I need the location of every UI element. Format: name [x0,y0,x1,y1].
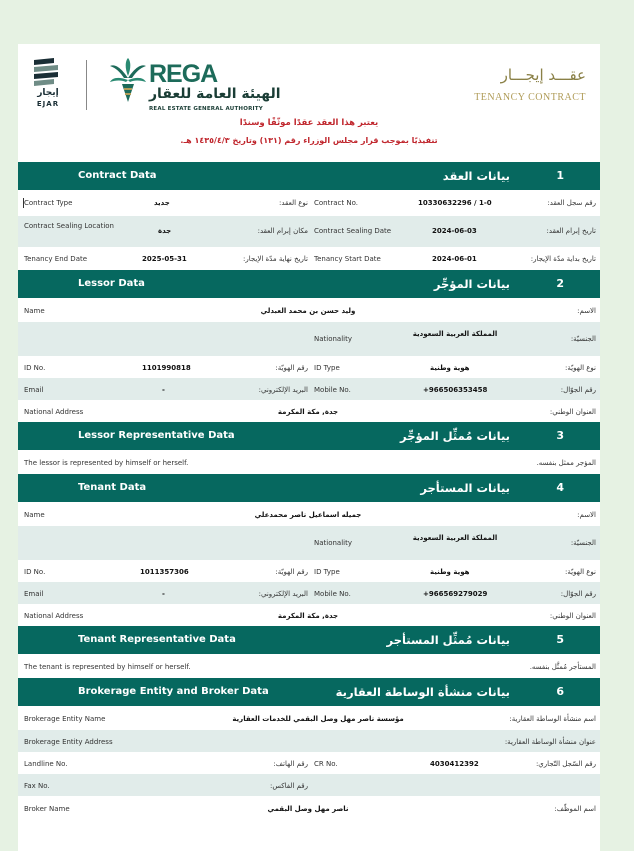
section-title-en: Lessor Data [78,278,145,289]
label-ar: نوع الهويّة: [565,568,596,576]
contract-title-en: TENANCY CONTRACT [474,92,586,103]
label-en: Contract Sealing Location [24,222,114,230]
section-title-en: Contract Data [78,170,157,181]
lessor-row-nationality [18,322,600,356]
brokerage-row-broker [18,796,600,820]
label-en: ID Type [314,364,340,372]
section-title-en: Tenant Data [78,482,147,493]
label-ar: الجنسيّة: [570,539,596,547]
lessor-id-type-value: هوية وطنية [430,364,470,372]
label-ar: رقم السّجل التّجاري: [535,760,596,768]
contract-row-tenancy-dates [18,247,600,270]
label-en: Name [24,511,45,519]
lessor-rep-text-en: The lessor is represented by himself or herself. [24,459,189,467]
lessor-row-contact [18,378,600,400]
label-en: ID Type [314,568,340,576]
tenant-id-type-value: هوية وطنية [430,568,470,576]
label-ar: الاسم: [577,511,596,519]
rega-palm-icon [110,58,146,108]
rega-wordmark: REGA [149,60,218,88]
label-ar: نوع الهويّة: [565,364,596,372]
section-number: 1 [556,169,564,182]
contract-number-value: 10330632296 / 1-0 [418,199,492,207]
label-ar: رقم الهاتف: [273,760,308,768]
brokerage-row-name [18,706,600,730]
section-title-ar: بيانات العقد [442,169,510,183]
brokerage-name-value: مؤسسة ناصر مهل وصل البقمي للخدمات العقارية [232,715,404,723]
cr-number-value: 4030412392 [430,760,479,768]
tenant-rep-row [18,654,600,678]
section-title-ar: بيانات المستأجر [420,481,510,495]
label-ar: تاريخ إبرام العقد: [546,227,596,235]
tenant-row-nationality [18,526,600,560]
lessor-row-id [18,356,600,378]
label-en: Contract No. [314,199,358,207]
label-en: Nationality [314,539,353,547]
label-ar: اسم منشأة الوساطة العقارية: [509,715,596,723]
section-title-en: Brokerage Entity and Broker Data [78,686,269,697]
tenant-address-value: جدة, مكة المكرمة [277,612,339,620]
section-number: 4 [556,481,564,494]
lessor-id-value: 1101990818 [142,364,191,372]
section-header-contract [18,162,600,190]
label-ar: الاسم: [577,307,596,315]
sealing-date-value: 2024-06-03 [432,227,477,235]
section-title-en: Lessor Representative Data [78,430,235,441]
section-header-tenant [18,474,600,502]
ejar-arabic-text: إيجار [37,88,59,98]
tenant-rep-text-ar: المستأجر مُمثَّل بنفسه. [529,663,596,671]
lessor-row-name [18,298,600,322]
label-ar: الجنسيّة: [570,335,596,343]
label-en: Contract Type [24,199,73,207]
label-ar: رقم سجل العقد: [547,199,596,207]
tenant-id-value: 1011357306 [140,568,189,576]
label-ar: تاريخ بداية مدّة الإيجار: [530,255,596,263]
label-en: National Address [24,612,84,620]
section-title-ar: بيانات مُمثِّل المؤجِّر [400,429,510,443]
text-cursor [23,198,24,208]
tenant-name-value: جميله اسماعيل ناصر محمدعلي [254,511,362,519]
section-title-ar: بيانات مُمثِّل المستأجر [386,633,510,647]
label-ar: اسم الموظّف: [554,805,596,813]
lessor-rep-text-ar: المؤجر ممثل بنفسه. [536,459,596,467]
label-en: CR No. [314,760,338,768]
label-ar: العنوان الوطني: [549,612,596,620]
label-ar: عنوان منشأة الوساطة العقارية: [504,738,596,746]
label-ar: رقم الجوّال: [560,386,596,394]
lessor-address-value: جدة, مكة المكرمة [277,408,339,416]
label-en: Name [24,307,45,315]
lessor-nationality-value: المملكة العربية السعودية [412,330,498,338]
label-ar: البريد الإلكتروني: [258,386,308,394]
label-en: Email [24,386,44,394]
label-ar: تاريخ نهاية مدّة الإيجار: [243,255,308,263]
logo-divider [86,60,87,110]
section-title-en: Tenant Representative Data [78,634,236,645]
label-en: Fax No. [24,782,50,790]
label-ar: نوع العقد: [279,199,308,207]
label-ar: رقم الجوّال: [560,590,596,598]
section-header-brokerage [18,678,600,706]
section-number: 2 [556,277,564,290]
lessor-name-value: وليد حسن بن محمد العبدلي [260,307,356,315]
label-en: Mobile No. [314,386,351,394]
rega-english-name: REAL ESTATE GENERAL AUTHORITY [149,106,263,112]
contract-page [18,44,600,851]
ejar-stripes-icon [28,58,68,88]
tenancy-start-date-value: 2024-06-01 [432,255,477,263]
contract-row-location-date [18,216,600,247]
tenant-rep-text-en: The tenant is represented by himself or herself. [24,663,191,671]
lessor-mobile-value: +966506353458 [423,386,488,394]
label-en: ID No. [24,568,46,576]
contract-title-ar: عقـــد إيجـــار [500,66,586,84]
label-en: Email [24,590,44,598]
broker-name-value: ناصر مهل وصل البقمي [267,805,349,813]
brokerage-row-fax [18,774,600,796]
label-ar: مكان إبرام العقد: [257,227,308,235]
ejar-logo [28,58,68,114]
section-header-tenant-rep [18,626,600,654]
tenant-nationality-value: المملكة العربية السعودية [412,534,498,542]
section-title-ar: بيانات المؤجِّر [433,277,510,291]
rega-arabic-name: الهيئة العامة للعقار [149,86,281,102]
label-en: Tenancy End Date [24,255,88,263]
section-title-ar: بيانات منشأة الوساطة العقارية [335,685,510,699]
label-ar: رقم الهويّة: [275,568,308,576]
tenant-email-value: - [162,590,165,598]
label-en: Brokerage Entity Name [24,715,106,723]
label-en: National Address [24,408,84,416]
tenant-mobile-value: +966569279029 [423,590,488,598]
label-en: Landline No. [24,760,68,768]
ejar-english-text: EJAR [36,100,60,108]
lessor-row-address [18,400,600,422]
lessor-email-value: - [162,386,165,394]
tenant-row-address [18,604,600,626]
label-en: ID No. [24,364,46,372]
label-ar: العنوان الوطني: [549,408,596,416]
label-ar: رقم الهويّة: [275,364,308,372]
label-ar: رقم الفاكس: [270,782,308,790]
tenant-row-name [18,502,600,526]
label-ar: البريد الإلكتروني: [258,590,308,598]
label-en: Mobile No. [314,590,351,598]
contract-type-value: جديد [154,199,170,207]
section-number: 5 [556,633,564,646]
label-en: Brokerage Entity Address [24,738,113,746]
label-en: Broker Name [24,805,70,813]
section-number: 3 [556,429,564,442]
lessor-rep-row [18,450,600,474]
contract-row-type-number [18,190,600,216]
section-number: 6 [556,685,564,698]
tenant-row-id [18,560,600,582]
tenancy-end-date-value: 2025-05-31 [142,255,187,263]
sealing-location-value: جدة [158,227,172,235]
document-header [18,44,600,162]
label-en: Contract Sealing Date [314,227,392,235]
brokerage-row-landline-cr [18,752,600,774]
label-en: Tenancy Start Date [314,255,381,263]
section-header-lessor-rep [18,422,600,450]
notarization-notice-line2: تنفيذيًا بموجب قرار مجلس الوزراء رقم (١٣١) وتاريخ ١٤٣٥/٤/٣ هـ. [180,136,438,145]
notarization-notice-line1: يعتبر هذا العقد عقدًا موثّقًا وسندًا [239,118,379,128]
brokerage-row-address [18,730,600,752]
tenant-row-contact [18,582,600,604]
label-en: Nationality [314,335,353,343]
section-header-lessor [18,270,600,298]
